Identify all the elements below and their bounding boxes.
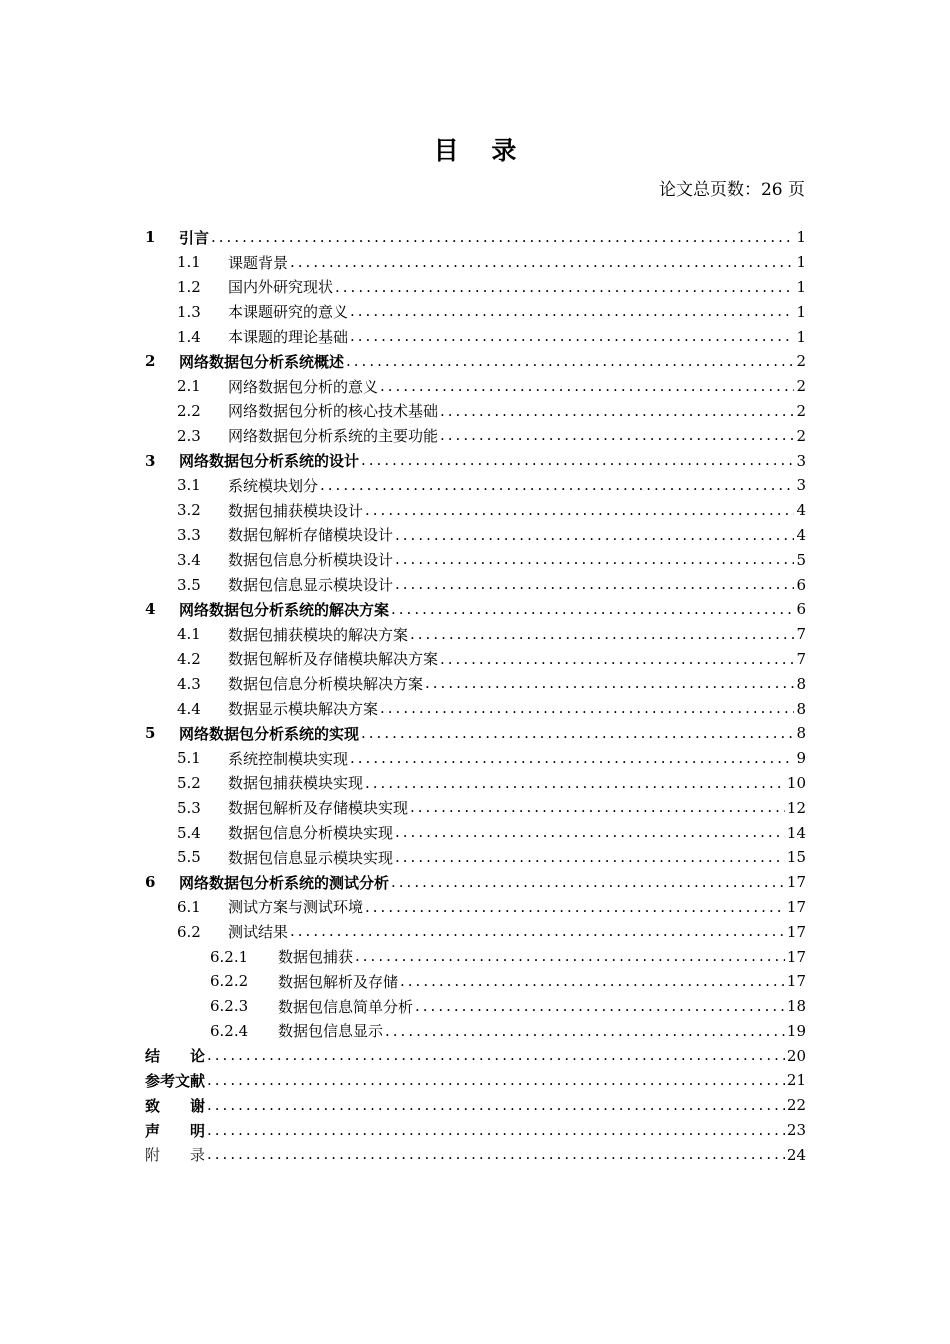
toc-entry-number: 4 xyxy=(145,600,156,619)
toc-entry-label: 数据包信息显示 xyxy=(278,1022,384,1041)
toc-entry-label: 数据显示模块解决方案 xyxy=(228,700,379,719)
dot-leader xyxy=(211,225,794,250)
toc-entry-label: 课题背景 xyxy=(228,253,289,272)
dot-leader xyxy=(440,423,794,448)
dot-leader xyxy=(355,944,785,969)
toc-entry-label: 网络数据包分析的意义 xyxy=(228,377,379,396)
dot-leader xyxy=(440,399,794,424)
toc-title: 目 录 xyxy=(433,136,529,165)
toc-entry[interactable] xyxy=(145,671,806,696)
toc-entry-label: 网络数据包分析系统的解决方案 xyxy=(179,600,390,619)
toc-entry-page: 8 xyxy=(796,699,806,718)
dot-leader xyxy=(410,795,785,820)
toc-entry-number: 6.2.4 xyxy=(210,1021,249,1040)
toc-entry[interactable] xyxy=(145,721,806,746)
toc-entry[interactable] xyxy=(145,473,806,498)
dot-leader xyxy=(365,771,785,796)
toc-entry-page: 22 xyxy=(786,1096,806,1115)
toc-entry-number: 1.4 xyxy=(177,327,201,346)
dot-leader xyxy=(361,448,794,473)
toc-entry[interactable] xyxy=(145,374,806,399)
toc-entry-number: 6.2.3 xyxy=(210,997,249,1016)
toc-entry[interactable] xyxy=(145,572,806,597)
toc-entry[interactable] xyxy=(145,845,806,870)
dot-leader xyxy=(380,374,794,399)
toc-entry-label: 系统模块划分 xyxy=(228,476,319,495)
page-count: 论文总页数：26 页 xyxy=(658,180,805,200)
toc-entry[interactable] xyxy=(145,399,806,424)
toc-entry-label: 数据包信息简单分析 xyxy=(278,997,414,1016)
toc-entry[interactable] xyxy=(145,250,806,275)
toc-entry-label: 数据包解析及存储 xyxy=(278,972,399,991)
dot-leader xyxy=(350,299,794,324)
toc-entry-number: 4.4 xyxy=(177,699,201,718)
dot-leader xyxy=(385,1019,785,1044)
toc-entry-label: 结 论 xyxy=(145,1047,206,1066)
dot-leader xyxy=(395,547,794,572)
toc-entry-label: 数据包信息分析模块实现 xyxy=(228,824,394,843)
toc-entry-page: 8 xyxy=(796,674,806,693)
toc-entry-label: 网络数据包分析系统概述 xyxy=(179,352,345,371)
toc-entry-label: 数据包信息分析模块解决方案 xyxy=(228,675,424,694)
toc-entry[interactable] xyxy=(145,895,806,920)
toc-entry-number: 5.5 xyxy=(177,848,201,867)
toc-entry[interactable] xyxy=(145,994,806,1019)
toc-entry-page: 1 xyxy=(796,302,806,321)
toc-entry[interactable] xyxy=(145,919,806,944)
toc-entry[interactable] xyxy=(145,795,806,820)
dot-leader xyxy=(365,895,785,920)
toc-entry-label: 数据包捕获模块实现 xyxy=(228,774,364,793)
dot-leader xyxy=(391,597,794,622)
toc-entry-number: 2 xyxy=(145,352,156,371)
toc-entry-number: 5 xyxy=(145,724,156,743)
toc-entry-page: 12 xyxy=(786,798,806,817)
toc-entry-label: 数据包捕获模块的解决方案 xyxy=(228,625,409,644)
dot-leader xyxy=(207,1093,785,1118)
toc-entry-page: 15 xyxy=(786,848,806,867)
toc-entry-number: 3.1 xyxy=(177,476,201,495)
dot-leader xyxy=(380,696,794,721)
toc-entry-page: 5 xyxy=(796,550,806,569)
dot-leader xyxy=(395,845,785,870)
dot-leader xyxy=(440,647,794,672)
dot-leader xyxy=(361,721,794,746)
toc-entry[interactable] xyxy=(145,647,806,672)
toc-entry[interactable] xyxy=(145,597,806,622)
dot-leader xyxy=(425,671,794,696)
toc-entry-number: 4.2 xyxy=(177,649,201,668)
toc-entry[interactable] xyxy=(145,870,806,895)
toc-entry[interactable] xyxy=(145,299,806,324)
toc-entry-label: 网络数据包分析的核心技术基础 xyxy=(228,402,439,421)
toc-entry-label: 附 录 xyxy=(145,1146,206,1165)
toc-entry[interactable] xyxy=(145,225,806,250)
toc-entry-number: 3.4 xyxy=(177,550,201,569)
toc-entry-number: 5.3 xyxy=(177,798,201,817)
toc-entry-number: 5.1 xyxy=(177,749,201,768)
toc-entry-label: 测试方案与测试环境 xyxy=(228,898,364,917)
dot-leader xyxy=(207,1068,785,1093)
toc-entry[interactable] xyxy=(145,547,806,572)
toc-entry-label: 数据包解析及存储模块解决方案 xyxy=(228,650,439,669)
toc-entry[interactable] xyxy=(145,1142,806,1167)
toc-entry[interactable] xyxy=(145,423,806,448)
toc-entry[interactable] xyxy=(145,746,806,771)
toc-entry[interactable] xyxy=(145,523,806,548)
toc-entry-page: 18 xyxy=(786,997,806,1016)
toc-entry-page: 17 xyxy=(786,897,806,916)
toc-entry-page: 7 xyxy=(796,625,806,644)
toc-entry-label: 网络数据包分析系统的主要功能 xyxy=(228,427,439,446)
table-of-contents xyxy=(145,225,806,1167)
dot-leader xyxy=(415,994,785,1019)
toc-entry-number: 4.1 xyxy=(177,625,201,644)
toc-entry-page: 1 xyxy=(796,327,806,346)
toc-entry[interactable] xyxy=(145,448,806,473)
toc-entry-page: 7 xyxy=(796,649,806,668)
toc-entry-number: 3.5 xyxy=(177,575,201,594)
toc-entry[interactable] xyxy=(145,1019,806,1044)
dot-leader xyxy=(400,969,785,994)
toc-entry-number: 1 xyxy=(145,228,156,247)
toc-entry-label: 测试结果 xyxy=(228,923,289,942)
toc-entry-page: 14 xyxy=(786,823,806,842)
toc-entry-page: 1 xyxy=(796,228,806,247)
toc-entry-label: 数据包信息显示模块设计 xyxy=(228,576,394,595)
dot-leader xyxy=(290,919,785,944)
toc-entry[interactable] xyxy=(145,969,806,994)
toc-entry-label: 数据包信息显示模块实现 xyxy=(228,848,394,867)
toc-entry-page: 1 xyxy=(796,277,806,296)
toc-entry-page: 10 xyxy=(786,773,806,792)
toc-entry-label: 数据包信息分析模块设计 xyxy=(228,551,394,570)
toc-entry-number: 3.3 xyxy=(177,525,201,544)
toc-entry-label: 数据包解析存储模块设计 xyxy=(228,526,394,545)
toc-entry-page: 2 xyxy=(796,401,806,420)
toc-entry-page: 4 xyxy=(796,501,806,520)
dot-leader xyxy=(350,746,794,771)
dot-leader xyxy=(350,324,794,349)
dot-leader xyxy=(207,1118,785,1143)
toc-entry-number: 6.2.1 xyxy=(210,947,249,966)
toc-entry-page: 3 xyxy=(796,476,806,495)
toc-entry-number: 2.3 xyxy=(177,426,201,445)
dot-leader xyxy=(207,1142,785,1167)
dot-leader xyxy=(320,473,794,498)
toc-entry[interactable] xyxy=(145,1043,806,1068)
toc-entry-page: 2 xyxy=(796,352,806,371)
dot-leader xyxy=(207,1043,785,1068)
toc-entry-page: 2 xyxy=(796,377,806,396)
toc-entry-label: 系统控制模块实现 xyxy=(228,749,349,768)
toc-entry[interactable] xyxy=(145,1068,806,1093)
dot-leader xyxy=(395,820,785,845)
toc-entry-page: 6 xyxy=(796,600,806,619)
toc-entry-number: 6 xyxy=(145,873,156,892)
toc-entry-page: 17 xyxy=(786,922,806,941)
toc-entry-page: 4 xyxy=(796,525,806,544)
toc-entry-label: 网络数据包分析系统的实现 xyxy=(179,724,360,743)
dot-leader xyxy=(335,275,794,300)
dot-leader xyxy=(395,572,794,597)
toc-entry[interactable] xyxy=(145,771,806,796)
dot-leader xyxy=(391,870,785,895)
toc-entry[interactable] xyxy=(145,349,806,374)
toc-entry[interactable] xyxy=(145,696,806,721)
toc-entry-number: 1.3 xyxy=(177,302,201,321)
toc-entry-page: 17 xyxy=(786,972,806,991)
toc-entry-page: 17 xyxy=(786,873,806,892)
toc-entry-number: 2.2 xyxy=(177,401,201,420)
toc-entry-page: 24 xyxy=(786,1145,806,1164)
dot-leader xyxy=(290,250,794,275)
toc-entry-label: 数据包捕获模块设计 xyxy=(228,501,364,520)
toc-entry-number: 6.1 xyxy=(177,897,201,916)
toc-entry-label: 致 谢 xyxy=(145,1096,206,1115)
toc-entry-page: 8 xyxy=(796,724,806,743)
dot-leader xyxy=(346,349,794,374)
toc-entry-number: 1.1 xyxy=(177,253,201,272)
toc-entry-number: 3.2 xyxy=(177,501,201,520)
toc-entry-page: 20 xyxy=(786,1046,806,1065)
toc-entry-page: 1 xyxy=(796,253,806,272)
toc-entry-number: 2.1 xyxy=(177,377,201,396)
toc-entry-number: 6.2.2 xyxy=(210,972,249,991)
toc-entry-page: 17 xyxy=(786,947,806,966)
toc-entry[interactable] xyxy=(145,820,806,845)
toc-entry-label: 网络数据包分析系统的测试分析 xyxy=(179,873,390,892)
toc-entry-label: 数据包解析及存储模块实现 xyxy=(228,799,409,818)
toc-entry-number: 5.2 xyxy=(177,773,201,792)
toc-entry-label: 声 明 xyxy=(145,1121,206,1140)
toc-entry-number: 5.4 xyxy=(177,823,201,842)
toc-entry-number: 4.3 xyxy=(177,674,201,693)
toc-entry-label: 本课题的理论基础 xyxy=(228,328,349,347)
toc-entry[interactable] xyxy=(145,324,806,349)
toc-entry[interactable] xyxy=(145,622,806,647)
toc-entry-page: 3 xyxy=(796,451,806,470)
dot-leader xyxy=(410,622,794,647)
toc-entry[interactable] xyxy=(145,275,806,300)
toc-entry-label: 数据包捕获 xyxy=(278,948,354,966)
toc-entry-page: 23 xyxy=(786,1121,806,1140)
toc-entry[interactable] xyxy=(145,498,806,523)
toc-entry-number: 1.2 xyxy=(177,277,201,296)
toc-entry-page: 2 xyxy=(796,426,806,445)
toc-entry[interactable] xyxy=(145,1118,806,1143)
toc-entry-label: 国内外研究现状 xyxy=(228,278,334,297)
dot-leader xyxy=(365,498,794,523)
toc-entry-number: 3 xyxy=(145,451,156,470)
toc-entry-page: 9 xyxy=(796,749,806,768)
toc-entry-label: 引言 xyxy=(179,228,210,247)
toc-entry-number: 6.2 xyxy=(177,922,201,941)
toc-entry[interactable] xyxy=(145,1093,806,1118)
dot-leader xyxy=(395,523,794,548)
toc-entry-page: 6 xyxy=(796,575,806,594)
toc-entry-label: 网络数据包分析系统的设计 xyxy=(179,452,360,471)
toc-entry-label: 本课题研究的意义 xyxy=(228,303,349,322)
toc-entry-page: 19 xyxy=(786,1021,806,1040)
toc-entry-label: 参考文献 xyxy=(145,1071,206,1090)
toc-entry[interactable] xyxy=(145,944,806,969)
toc-entry-page: 21 xyxy=(786,1071,806,1090)
